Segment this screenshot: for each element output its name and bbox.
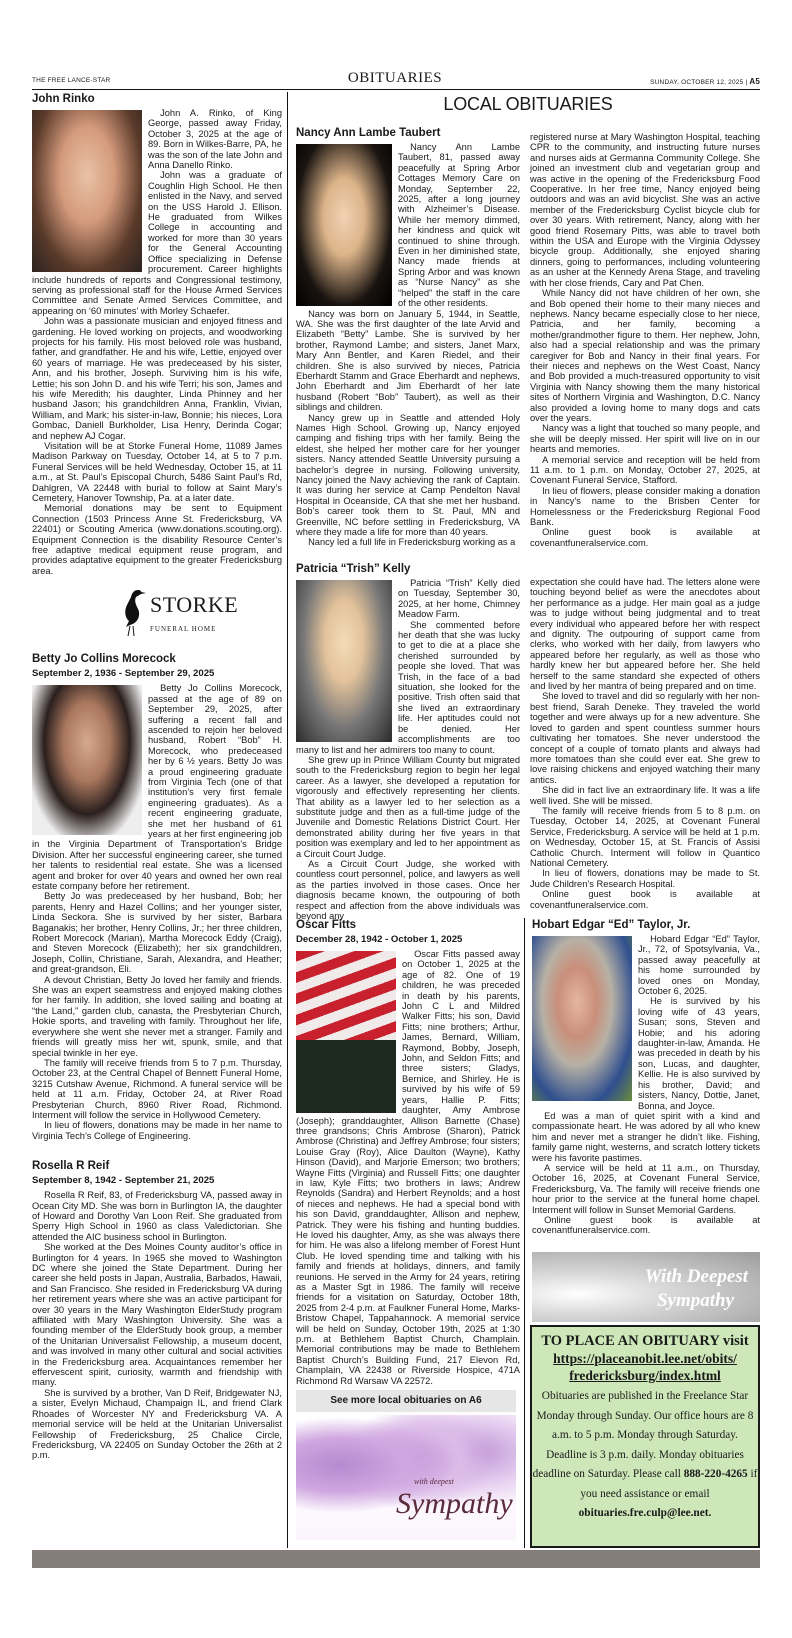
obituary-dates: September 2, 1936 - September 29, 2025 xyxy=(32,668,215,680)
paragraph: She grew up in Prince William County but migrated south to the Fredericksburg region to begin her legal career. As a lawyer, she developed a reputation for vigorously and effectively representing her clients. That ability as a lawyer led to her selection as a substitute judge and then as a full-time judge of the Juvenile and Domestic Relations District Court. Her demonstrated ability during her five years in that position was exemplary and led to her appointment as a Circuit Court Judge. xyxy=(296,754,520,859)
paragraph: Nancy grew up in Seattle and attended Holy Names High School. Growing up, Nancy enjoyed camping and fishing trips with her family. Being the eldest, she helped her mother care for her younger sisters. Nancy attended Seattle University pursuing a bachelor’s degree in nursing. Following university, Nancy joined the Navy achieving the rank of Captain. It was during her service at Camp Pendelton Naval Hospital in Oceanside, CA that she met her husband. Bob’s career took them to St. Paul, MN and Greenville, NC before settling in Fredericksburg, VA where they made a life for more than 40 years. xyxy=(296,412,520,538)
paragraph: In lieu of flowers, donations may be made to St. Jude Children’s Research Hospital. xyxy=(530,868,760,889)
footer-bar xyxy=(32,1550,760,1568)
portrait-photo xyxy=(296,951,396,1113)
portrait-photo xyxy=(296,580,392,742)
paragraph: Memorial donations may be sent to Equipment Connection (1503 Princess Anne St. Fredericksburg, VA 22401) or Scouting America (www.donations.scouting.org). Equipment Connection is the disability Resource Center’s free adaptive medical equipment reuse program, and provides adaptative equipment to the greater Fredericksburg area. xyxy=(32,503,282,576)
paragraph: As a Circuit Court Judge, she worked with countless court personnel, police, and lawyers as well as the parties involved in those cases. Once her diagnosis became known, the outpouring of both respect and affection from the above individuals was beyond any xyxy=(296,858,520,921)
obituary-nancy-taubert xyxy=(296,126,520,548)
obituary-name: Oscar Fitts xyxy=(296,919,357,931)
column-divider xyxy=(524,918,525,1548)
obituary-name: Hobart Edgar “Ed” Taylor, Jr. xyxy=(532,919,691,931)
obituary-body xyxy=(32,1190,282,1461)
header-rule xyxy=(32,89,760,90)
obituary-betty-jo-morecock xyxy=(32,652,282,1141)
with-deepest-sympathy-banner xyxy=(532,1252,760,1322)
obituary-name: John Rinko xyxy=(32,93,95,105)
call-text: if you need assistance or email xyxy=(580,1468,758,1500)
portrait-photo xyxy=(532,936,632,1101)
issue-date: SUNDAY, OCTOBER 12, 2025 | xyxy=(650,79,748,86)
place-obituary-info xyxy=(532,1387,758,1524)
sympathy-flower-image xyxy=(296,1415,516,1540)
obituary-dates: December 28, 1942 - October 1, 2025 xyxy=(296,934,463,945)
obituary-nancy-taubert-continued xyxy=(530,132,760,548)
paragraph: Oscar Fitts passed away on October 1, 2025 at the age of 82. One of 19 children, he was preceded in death by his parents, John C L and Mildred Walker Fitts; his son, David Fitts; nine brothers; Arthur, James, Bernard, William, Raymond, Bobby, Joseph, John, and Seldon Fitts; and three sisters; Gladys, Bernice, and Shirley. He is survived by his wife of 59 years, Hallie P. Fitts; daughter, Amy Ambrose (Joseph); granddaughter, Allison Barnette (Chase) three grandsons; Chris Ambrose (Sharon), Patrick Ambrose (Christina) and Jeffrey Ambrose; four sisters; Louise Gray (Roy), Alice Daulton (Wayne), Kathy Hinson (David), and Marjorie Emerson; two brothers; Wayne Fitts (Virginia) and Russell Fitts; one daughter in law, Kyle Fitts; two brothers in laws; Andrew Reynolds (Sandra) and Herbert Reynolds; and a host of nieces and nephews. He had a special bond with his son David, granddaughter, Allison and nephew, Patrick. They were his fishing and hunting buddies. He loved his daughter, Amy, as she was always there for him. He was also a lifelong member of Forest Hunt Club. He loved spending time and talking with his family and friends at holidays, dinners, and family reunions. He served in the Army for 24 years, retiring as a Master Sgt in 1986. The family will receive friends for a visitation on Saturday, October 18th, 2025 from 2-4 p.m. at Faulkner Funeral Home, Marks-Bristow Chapel, Tappahannock. A memorial service will be held on Sunday, October 19th, 2025 at 1:30 p.m. at Bethlehem Baptist Church, Champlain. Memorial contributions may be made to Bethlehem Baptist Church’s Building Fund, 217 Elevon Rd, Champlain, VA 22438 or Riverside Hospice, 471A Richmond Rd Warsaw VA 22572. xyxy=(296,949,520,1386)
see-more-obituaries-link[interactable]: See more local obituaries on A6 xyxy=(296,1390,516,1412)
paragraph: Hobard Edgar “Ed” Taylor, Jr., 72, of Spotsylvania, Va., passed away peacefully at his home surrounded by loved ones on Monday, October 6, 2025. xyxy=(638,934,760,997)
paragraph: He is survived by his loving wife of 43 years, Susan; sons, Steven and Hobie; and his adoring daughter-in-law, Amanda. He was preceded in death by his son, Lucas, and daughter, Kellie. He is also survived by his brother, David; and sisters, Nancy, Dottie, Janet, Bonna, and Joyce. xyxy=(638,996,760,1111)
logo-subtitle: FUNERAL HOME xyxy=(150,625,217,634)
email-link[interactable]: obituaries.fre.culp@lee.net. xyxy=(578,1507,712,1519)
paragraph: A service will be held at 11 a.m., on Thursday, October 16, 2025, at Covenant Funeral Service, Fredericksburg, Va. The family will receive friends one hour prior to the service at the funeral home chapel. Interment will follow in Sunset Memorial Gardens. xyxy=(532,1162,760,1215)
heron-icon xyxy=(118,588,146,638)
obituary-john-rinko xyxy=(32,92,282,576)
obituary-name: Patricia “Trish” Kelly xyxy=(296,563,411,575)
paragraph: John was a graduate of Coughlin High School. He then enlisted in the Navy, and served on the USS Harold J. Ellison. He graduated from Wilkes College in accounting and worked for more than 30 years for the General Accounting Office specializing in Defense procurement. Career highlights include hundreds of reports and Congressional testimony, serving as professional staff for the House Armed Services Committee and Senate Armed Services Committee, and appearing on ‘60 minutes’ with Morley Schaefer. xyxy=(32,170,282,316)
column-divider xyxy=(287,92,288,1548)
paragraph: registered nurse at Mary Washington Hospital, teaching CPR to the community, and instructing future nurses and nurses aids at Germanna Community College. She joined an investment club and vegetarian group and was active in the opening of the Fredericksburg Food Cooperative. In her free time, Nancy enjoyed being outdoors and was an avid bicyclist. She was an active member of the Fredericksburg Cyclist bicycle club for over 30 years. With retirement, Nancy, along with her good friend Rosemary Pitts, was able to travel both within the USA and Europe with the Virginia Odyssey bicycle group. Additionally, she enjoyed sharing dinners, going to performances, including volunteering as an usher at the Kennedy Arena Stage, and traveling with her close friends, Cary and Pat Chen. xyxy=(530,132,760,288)
paragraph: Nancy led a full life in Fredericksburg working as a xyxy=(308,537,516,548)
logo-name: STORKE xyxy=(150,592,239,618)
info-text: Obituaries are published in the Freelance Star Monday through Sunday. Our office hours are 8 a.m. to 5 p.m. Monday through Saturday. Deadline is 3 p.m. daily. Monday obituaries deadline on Saturday. xyxy=(532,1390,754,1480)
paragraph: Nancy Ann Lambe Taubert, 81, passed away peacefully at Spring Arbor Cottages Memory Care on Monday, September 22, 2025, after a long journey with Alzheimer’s Disease. While her memory dimmed, her kindness and quick wit continued to shine through. Even in her diminished state, Nancy made friends at Spring Arbor and was known as “Nurse Nancy” as she “helped” the staff in the care of the other residents. xyxy=(398,142,520,309)
paragraph: Patricia “Trish” Kelly died on Tuesday, September 30, 2025, at her home, Chimney Meadow Farm. xyxy=(398,578,520,620)
obituary-oscar-fitts xyxy=(296,918,520,1386)
place-obituary-link[interactable]: https://placeanobit.lee.net/obits/ xyxy=(553,1351,737,1366)
banner-text: Sympathy xyxy=(656,1290,734,1311)
phone-number[interactable]: 888-220-4265 xyxy=(683,1468,748,1480)
paragraph: The family will receive friends from 5 to 7 p.m. Thursday, October 23, at the Central Chapel of Bennett Funeral Home, 3215 Cutshaw Avenue, Richmond. A funeral service will be held at 11 a.m. Friday, October 24, at River Road Presbyterian Church, 8960 River Road, Richmond. Interment will follow the service in Hollywood Cemetery. xyxy=(32,1057,282,1120)
place-obituary-link[interactable]: fredericksburg/index.html xyxy=(569,1368,721,1383)
page-number: A5 xyxy=(749,77,760,86)
obituary-name: Betty Jo Collins Morecock xyxy=(32,653,176,666)
portrait-photo xyxy=(32,110,142,272)
section-header: OBITUARIES xyxy=(347,70,443,86)
storke-funeral-home-logo xyxy=(32,588,282,644)
portrait-photo xyxy=(296,144,392,306)
paragraph: expectation she could have had. The letters alone were touching beyond belief as were the anecdotes about her performance as a judge. Her main goal as a judge was to judge without being judgmental and to treat every individual who appeared before her with respect and dignity. The outpouring of support came from clerks, who worked with her daily, from lawyers who appeared before her regularly, as well as those who hardly knew her but appeared before her. She held herself to the same standard she expected of others and lived by her mantra of being prepared and on time. xyxy=(530,577,760,692)
page-date xyxy=(650,77,760,86)
obituary-name: Nancy Ann Lambe Taubert xyxy=(296,127,441,139)
newspaper-name: THE FREE LANCE-STAR xyxy=(32,77,111,84)
banner-text: With Deepest xyxy=(644,1266,748,1287)
paragraph: She commented before her death that she was lucky to get to die at a place she cherished surrounded by people she loved. That was Trish, in the face of a bad situation, she looked for the positive. Trish often said that she lived an extraordinary life. Her aptitudes could not be denied. Her accomplishments are too many to list and her admirers too many to count. xyxy=(296,619,520,755)
image-caption: Sympathy xyxy=(396,1487,513,1520)
place-obituary-title: TO PLACE AN OBITUARY visit xyxy=(541,1333,749,1349)
paragraph: Nancy was a light that touched so many people, and she will be deeply missed. Her spirit will live on in our hearts and memories. xyxy=(530,423,760,455)
paragraph: John A. Rinko, of King George, passed away Friday, October 3, 2025 at the age of 89. Born in Wilkes-Barre, PA, he was the son of the late John and Anna Danello Rinko. xyxy=(148,108,282,171)
paragraph: In lieu of flowers, please consider making a donation in Nancy’s name to the Brisben Center for Homelessness or the Fredericksburg Regional Food Bank. xyxy=(530,485,760,528)
paragraph: She worked at the Des Moines County auditor’s office in Burlington for 4 years. In 1965 she moved to Washington DC where she joined the State Department. During her career she held posts in Japan, Australia, Barbados, Hawaii, and San Francisco. She resided in Fredericksburg VA during her retirement years where she was an active participant for over 30 years in the Mary Washington ElderStudy program affiliated with Mary Washington University. She was a founding member of the ElderStudy book group, a member of the Unitarian Universalist Fellowship, a museum docent, and was involved in many other cultural and social activities in the Fredericksburg area. Acquaintances remember her effervescent spirit, curiosity, warmth and friendship with many. xyxy=(32,1242,282,1388)
paragraph: Betty Jo Collins Morecock, passed at the age of 89 on September 29, 2025, after suffering a recent fall and ascended to rejoin her beloved husband, Robert “Bob” H. Morecock, who predeceased her by 6 ½ years. Betty Jo was a proud engineering graduate from Virginia Tech (one of that institution’s very first female engineering graduates). As a recent engineering graduate, she met her husband of 61 years at her first engineering job in the Virginia Department of Transportation’s Bridge Division. After her successful engineering career, she turned her talents to residential real estate. She was a licensed agent and broker for over 40 years and owned her own real estate company before her retirement. xyxy=(32,683,282,891)
obituary-body xyxy=(530,577,760,910)
paragraph: John was a passionate musician and enjoyed fitness and gardening. He loved working on projects, and woodworking projects for his family. His most beloved role was husband, father, and grandfather. He and his wife, Lettie, enjoyed over 60 years of marriage. He was predeceased by his sister, Ann, and his brother, Joseph. Surviving him is his wife, Lettie; his son John D. and his wife Terri; his son, James and his wife Meredith; his daughter, Linda Phinney and her husband Jason; his grandchildren Anna, Franklin, Vivian, William, and Mark; his sister-in-law, Bonnie; his nieces, Lora Gombac, Daniell Burkholder, Lisa Henry, Derinda Cogar; and nephew AJ Cogar. xyxy=(32,316,282,441)
section-title: LOCAL OBITUARIES xyxy=(443,94,613,114)
paragraph: Online guest book is available at covenantfuneralservice.com. xyxy=(532,1214,760,1236)
paragraph: She loved to travel and did so regularly with her non-best friend, Sarah Deneke. They traveled the world together and were always up for a new adventure. She loved to garden and spent countless summer hours cultivating her tomatoes. She never understood the concept of a couple of tomato plants and always had more tomatoes than she could ever eat. She grew to love raising chickens and enjoyed watching their many antics. xyxy=(530,691,760,785)
paragraph: Ed was a man of quiet spirit with a kind and compassionate heart. He was adored by all who knew him and never met a stranger he didn’t like. Fishing, family game night, westerns, and scratch lottery tickets were his favorite pastimes. xyxy=(532,1110,760,1163)
obituary-patricia-kelly xyxy=(296,562,520,921)
paragraph: Nancy was born on January 5, 1944, in Seattle, WA. She was the first daughter of the late Arvid and Elizabeth “Betty” Lambe. She is survived by her brother, Raymond Lambe; and sisters, Janet Marx, Mary Ann Bentler, and Karen Riedel, and their children. She is also survived by nieces, Patricia Eberhardt Stamm and Grace Eberhardt and nephews, John Eberhardt and Jim Eberhardt of her late husband (Robert “Bob” Taubert), as well as their siblings and children. xyxy=(296,308,520,413)
paragraph: Visitation will be at Storke Funeral Home, 11089 James Madison Parkway on Tuesday, October 14, at 5 to 7 p.m. Funeral Services will be held Wednesday, October 15, at 11 a.m., at St. Paul’s Episcopal Church, 5486 Saint Paul’s Rd, Dahlgren, VA 22448 with burial to follow at Saint Mary’s Cemetery, Hanover Township, Pa. at a later date. xyxy=(32,441,282,504)
paragraph: Rosella R Reif, 83, of Fredericksburg VA, passed away in Ocean City MD. She was born in Burlington IA, the daughter of Howard and Dorothy Van Loon Reif. She graduated from Sperry High School in 1960 as class Valedictorian. She attended the AIC business school in Burlington. xyxy=(32,1190,282,1242)
place-obituary-box xyxy=(530,1325,760,1548)
call-text: Please call xyxy=(632,1468,681,1480)
paragraph: A devout Christian, Betty Jo loved her family and friends. She was an expert seamstress and enjoyed making clothes for her family. In addition, she loved sailing and boating at “the Land,” garden club, canasta, the Presbyterian Church, Hokie sports, and traveling with family. Throughout her life, everywhere she went she never met a stranger. Family and friends will greatly miss her wit, spunk, smile, and that special twinkle in her eye. xyxy=(32,974,282,1058)
obituary-hobart-taylor xyxy=(532,918,760,1236)
paragraph: While Nancy did not have children of her own, she and Bob opened their home to their many nieces and nephews. Nancy became especially close to her niece, Patricia, and her family, becoming a mother/grandmother figure to them. Her nephew, John, also had a special relationship and was the primary caregiver for Bob and Nancy in their final years. For their nieces and nephews on the West Coast, Nancy and Bob provided a much-treasured opportunity to visit Virginia with Nancy showing them the many historical sites of Northern Virginia and Washington, D.C. Nancy also provided a loving home to many dogs and cats over the years. xyxy=(530,288,760,423)
obituary-rosella-reif xyxy=(32,1159,282,1461)
portrait-photo xyxy=(32,685,142,835)
obituary-dates: September 8, 1942 - September 21, 2025 xyxy=(32,1175,215,1187)
paragraph: She is survived by a brother, Van D Reif, Bridgewater NJ, a sister, Evelyn Michaud, Champaign IL, and friend Clark Rhoades of Worcester NY and Fredericksburg VA. A memorial service will be held at the Unitarian Universalist Fellowship of Fredericksburg, 25 Chalice Circle, Fredericksburg, VA 22405 on Sunday October the 26th at 2 p.m. xyxy=(32,1387,282,1461)
paragraph: She did in fact live an extraordinary life. It was a life well lived. She will be missed. xyxy=(530,785,760,806)
paragraph: Betty Jo was predeceased by her husband, Bob; her parents, Henry and Hazel Collins; and her younger sister, Linda Seckora. She is survived by her sister, Barbara Baganakis; her brother, Henry Collins, Jr.; her three children, Robert Morecock (Marian), Martha Morecock Eddy (Craig), and Steven Morecock (Elizabeth); her six grandchildren, Joseph, Collin, Christiane, Sarah, Alexandra, and Heather; and great-grandson, Eli. xyxy=(32,891,282,975)
obituary-body xyxy=(530,132,760,548)
paragraph: In lieu of flowers, donations may be made in her name to Virginia Tech’s College of Engineering. xyxy=(32,1120,282,1141)
obituary-patricia-kelly-continued xyxy=(530,577,760,910)
paragraph: Online guest book is available at covenantfuneralservice.com. xyxy=(530,527,760,548)
image-caption: with deepest xyxy=(414,1477,454,1486)
paragraph: A memorial service and reception will be held from 11 a.m. to 1 p.m. on Monday, October 27, 2025, at Covenant Funeral Service, Stafford. xyxy=(530,454,760,486)
paragraph: Online guest book is available at covenantfuneralservice.com. xyxy=(530,889,760,910)
obituary-name: Rosella R Reif xyxy=(32,1160,110,1173)
left-column xyxy=(32,92,282,1461)
paragraph: The family will receive friends from 5 to 8 p.m. on Tuesday, October 14, 2025, at Covenant Funeral Service, Fredericksburg. A service will be held at 1 p.m. on Wednesday, October 15, at St. Francis of Assisi Catholic Church. Interment will follow in Quantico National Cemetery. xyxy=(530,805,760,868)
